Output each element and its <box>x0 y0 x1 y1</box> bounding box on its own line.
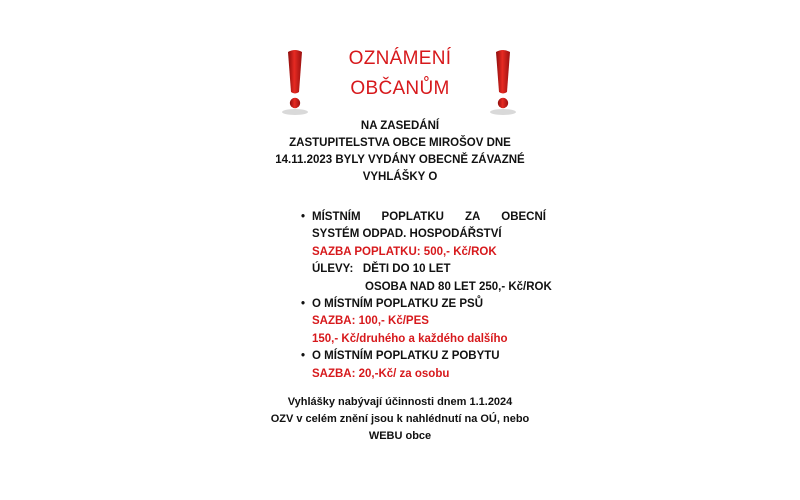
fee-rate: SAZBA: 20,-Kč/ za osobu <box>312 367 450 380</box>
item-heading: O MÍSTNÍM POPLATKU Z POBYTU <box>312 350 500 363</box>
notice-title <box>320 44 480 104</box>
fee-rate-additional: 150,- Kč/druhého a každého dalšího <box>312 332 508 345</box>
bullet: • <box>301 211 306 223</box>
intro-line-3: 14.11.2023 BYLY VYDÁNY OBECNĚ ZÁVAZNÉ <box>275 154 525 166</box>
discount-seniors: OSOBA NAD 80 LET 250,- Kč/ROK <box>365 280 552 293</box>
discount-label: ÚLEVY: <box>312 263 354 276</box>
list-item <box>296 296 546 348</box>
heading-word: MÍSTNÍM <box>312 211 361 223</box>
exclamation-icon <box>276 48 314 116</box>
intro-line-2: ZASTUPITELSTVA OBCE MIROŠOV DNE <box>289 137 511 149</box>
footer-line-1: Vyhlášky nabývají účinnosti dnem 1.1.2024 <box>287 396 513 408</box>
fee-rate: SAZBA: 100,- Kč/PES <box>312 315 429 328</box>
footer-line-2: OZV v celém znění jsou k nahlédnutí na OÚ, nebo <box>270 413 530 425</box>
exclamation-icon <box>484 48 522 116</box>
intro-text <box>240 118 560 186</box>
footer-line-3: WEBU obce <box>368 430 432 442</box>
discounts <box>312 261 546 278</box>
title-line-1: OZNÁMENÍ <box>348 48 452 69</box>
notice-footer <box>240 394 560 445</box>
fee-rate: SAZBA POPLATKU: 500,- Kč/ROK <box>312 245 497 258</box>
intro-line-4: VYHLÁŠKY O <box>362 171 438 183</box>
bullet: • <box>301 298 306 311</box>
title-line-2: OBČANŮM <box>350 78 450 99</box>
bullet: • <box>301 350 306 363</box>
item-heading <box>312 209 546 226</box>
list-item <box>296 209 552 296</box>
intro-line-1: NA ZASEDÁNÍ <box>360 120 440 132</box>
discount-children: DĚTI DO 10 LET <box>362 263 451 276</box>
item-heading: O MÍSTNÍM POPLATKU ZE PSŮ <box>312 298 484 311</box>
heading-word: POPLATKU <box>381 211 444 223</box>
list-item <box>296 348 546 383</box>
heading-word: ZA <box>464 211 481 223</box>
heading-word: OBECNÍ <box>501 211 546 223</box>
ordinance-list <box>296 209 552 383</box>
item-heading-line-2: SYSTÉM ODPAD. HOSPODÁŘSTVÍ <box>312 228 502 241</box>
